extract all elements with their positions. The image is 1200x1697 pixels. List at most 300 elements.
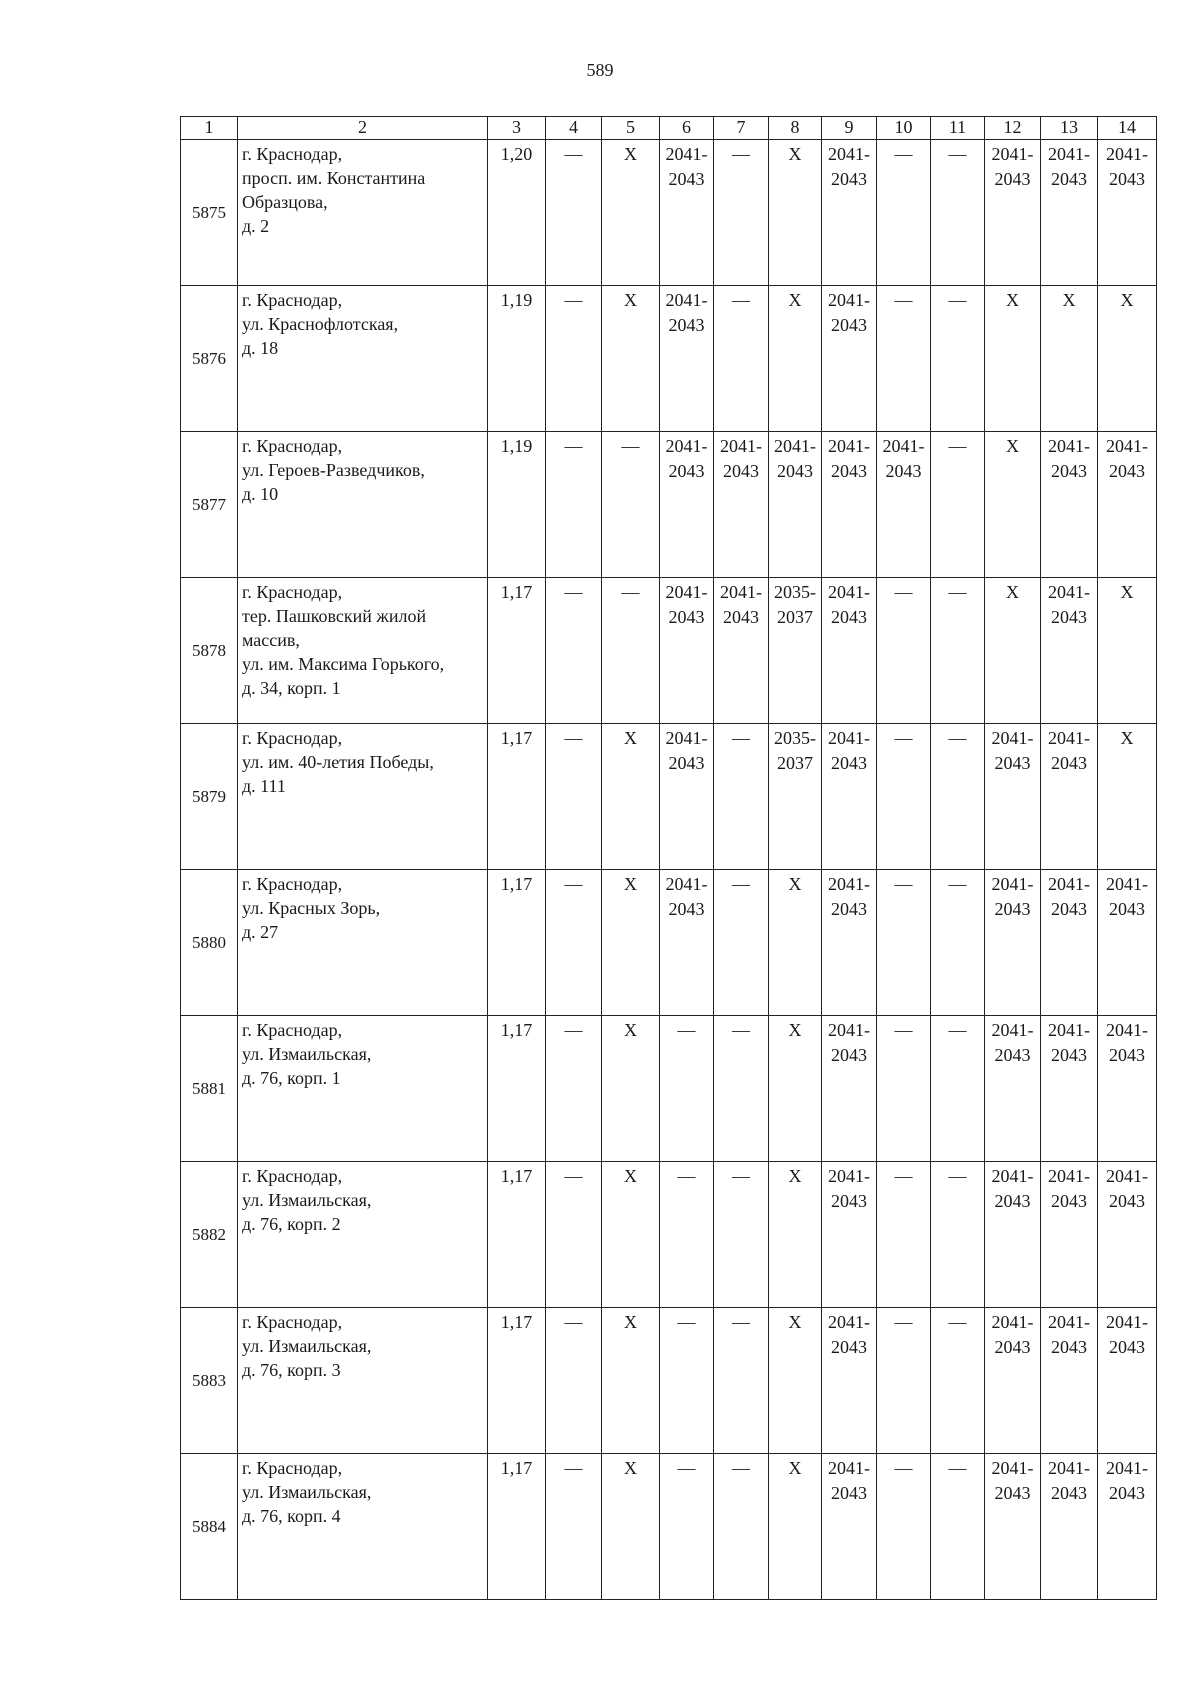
value-cell <box>546 724 602 870</box>
cell-value: 2043 <box>1109 1337 1145 1357</box>
table-row <box>181 1162 1157 1308</box>
cell-value: 2043 <box>994 1337 1031 1357</box>
address-line: г. Краснодар, <box>242 1312 343 1332</box>
value-cell <box>660 578 714 724</box>
cell-value: — <box>621 436 640 456</box>
cell-value: 2043 <box>831 753 867 773</box>
address-line: д. 76, корп. 4 <box>242 1506 341 1526</box>
value-cell <box>714 1162 769 1308</box>
row-number: 5883 <box>181 1308 238 1454</box>
cell-value: 2043 <box>1051 1337 1087 1357</box>
cell-value: — <box>732 1312 750 1332</box>
value-cell <box>931 724 985 870</box>
value-cell <box>714 724 769 870</box>
value-cell <box>602 432 660 578</box>
value-cell <box>985 724 1041 870</box>
address-line: г. Краснодар, <box>242 874 343 894</box>
cell-value: — <box>894 728 913 748</box>
column-header: 1 <box>181 117 238 140</box>
value-cell <box>822 870 877 1016</box>
address-line: г. Краснодар, <box>242 1020 343 1040</box>
address-line: д. 111 <box>242 776 286 796</box>
value-cell <box>822 286 877 432</box>
cell-value: 2041- <box>665 436 708 456</box>
cell-value: 2041- <box>828 290 870 310</box>
value-cell <box>1041 578 1098 724</box>
value-cell <box>931 1162 985 1308</box>
value-cell <box>660 1162 714 1308</box>
cell-value: — <box>894 582 913 602</box>
address-cell <box>238 286 488 432</box>
table-row <box>181 1016 1157 1162</box>
cell-value: 2041- <box>828 874 870 894</box>
cell-value: 1,19 <box>500 290 533 310</box>
value-cell <box>877 578 931 724</box>
address-line: ул. им. 40-летия Победы, <box>242 752 434 772</box>
value-cell <box>546 870 602 1016</box>
cell-value: 2043 <box>1109 169 1145 189</box>
address-cell <box>238 140 488 286</box>
value-cell <box>488 578 546 724</box>
cell-value: 2043 <box>831 1483 867 1503</box>
cell-value: 2041- <box>882 436 925 456</box>
value-cell <box>769 1162 822 1308</box>
cell-value: 2037 <box>777 607 813 627</box>
value-cell <box>877 870 931 1016</box>
cell-value: 2041- <box>991 1166 1034 1186</box>
cell-value: 2043 <box>1051 1191 1087 1211</box>
address-line: ул. Измаильская, <box>242 1044 372 1064</box>
address-line: г. Краснодар, <box>242 1458 343 1478</box>
cell-value: 2043 <box>668 607 705 627</box>
cell-value: — <box>948 1312 967 1332</box>
row-number: 5878 <box>181 578 238 724</box>
cell-value: — <box>948 1458 967 1478</box>
cell-value: 2041- <box>828 144 870 164</box>
address-line: просп. им. Константина <box>242 168 426 188</box>
cell-value: — <box>894 1166 913 1186</box>
cell-value: — <box>564 1020 583 1040</box>
cell-value: — <box>732 728 750 748</box>
value-cell <box>1098 724 1157 870</box>
cell-value: 2041- <box>1106 144 1148 164</box>
value-cell <box>931 1308 985 1454</box>
cell-value: 2043 <box>885 461 922 481</box>
value-cell <box>985 578 1041 724</box>
value-cell <box>931 286 985 432</box>
cell-value: X <box>624 144 637 164</box>
value-cell <box>822 1308 877 1454</box>
value-cell <box>660 1016 714 1162</box>
value-cell <box>822 578 877 724</box>
value-cell <box>822 1454 877 1600</box>
cell-value: 2043 <box>1109 1483 1145 1503</box>
cell-value: 2041- <box>1048 582 1090 602</box>
value-cell <box>546 1016 602 1162</box>
value-cell <box>660 1308 714 1454</box>
cell-value: 2043 <box>831 169 867 189</box>
column-header: 13 <box>1041 117 1098 140</box>
cell-value: 2041- <box>1106 1166 1148 1186</box>
cell-value: 2041- <box>991 874 1034 894</box>
cell-value: 2041- <box>665 144 708 164</box>
table-row <box>181 578 1157 724</box>
cell-value: X <box>788 1166 802 1186</box>
value-cell <box>602 724 660 870</box>
value-cell <box>822 432 877 578</box>
cell-value: 2041- <box>1048 1312 1090 1332</box>
cell-value: 2043 <box>994 753 1031 773</box>
value-cell <box>488 1454 546 1600</box>
row-number: 5880 <box>181 870 238 1016</box>
cell-value: 2043 <box>1109 1191 1145 1211</box>
cell-value: X <box>1006 290 1019 310</box>
address-line: д. 76, корп. 1 <box>242 1068 341 1088</box>
address-cell <box>238 1308 488 1454</box>
cell-value: X <box>624 1020 637 1040</box>
value-cell <box>985 1308 1041 1454</box>
value-cell <box>1041 140 1098 286</box>
value-cell <box>660 432 714 578</box>
cell-value: — <box>732 144 750 164</box>
row-number: 5879 <box>181 724 238 870</box>
value-cell <box>931 578 985 724</box>
cell-value: 2041- <box>665 874 708 894</box>
cell-value: — <box>564 436 583 456</box>
value-cell <box>985 432 1041 578</box>
table-row <box>181 140 1157 286</box>
value-cell <box>602 870 660 1016</box>
cell-value: 2043 <box>1109 899 1145 919</box>
value-cell <box>1098 1016 1157 1162</box>
address-cell <box>238 578 488 724</box>
value-cell <box>1041 1016 1098 1162</box>
value-cell <box>931 1016 985 1162</box>
value-cell <box>769 870 822 1016</box>
cell-value: X <box>1120 728 1134 748</box>
cell-value: 2041- <box>1048 728 1090 748</box>
value-cell <box>1098 1162 1157 1308</box>
cell-value: X <box>624 1458 637 1478</box>
address-line: д. 18 <box>242 338 279 358</box>
cell-value: 2043 <box>831 607 867 627</box>
row-number: 5877 <box>181 432 238 578</box>
value-cell <box>931 140 985 286</box>
cell-value: — <box>564 1166 583 1186</box>
value-cell <box>877 1016 931 1162</box>
cell-value: 2041- <box>1106 436 1148 456</box>
cell-value: 2043 <box>777 461 813 481</box>
cell-value: — <box>894 1020 913 1040</box>
table-row <box>181 432 1157 578</box>
address-cell <box>238 870 488 1016</box>
value-cell <box>1098 1308 1157 1454</box>
address-line: г. Краснодар, <box>242 436 343 456</box>
value-cell <box>488 1308 546 1454</box>
cell-value: 2041- <box>1106 1312 1148 1332</box>
cell-value: 2041- <box>720 436 762 456</box>
value-cell <box>822 724 877 870</box>
address-line: г. Краснодар, <box>242 582 343 602</box>
cell-value: 2043 <box>1051 461 1087 481</box>
cell-value: 2035- <box>774 582 816 602</box>
cell-value: 2043 <box>1051 1045 1087 1065</box>
value-cell <box>546 432 602 578</box>
cell-value: 2043 <box>723 607 759 627</box>
row-number: 5881 <box>181 1016 238 1162</box>
value-cell <box>877 1162 931 1308</box>
address-line: г. Краснодар, <box>242 144 343 164</box>
table-row <box>181 870 1157 1016</box>
value-cell <box>877 724 931 870</box>
value-cell <box>488 1162 546 1308</box>
cell-value: — <box>894 1458 913 1478</box>
value-cell <box>714 1016 769 1162</box>
value-cell <box>660 286 714 432</box>
column-header: 7 <box>714 117 769 140</box>
row-number: 5882 <box>181 1162 238 1308</box>
value-cell <box>546 578 602 724</box>
cell-value: 2041- <box>1048 144 1090 164</box>
cell-value: — <box>564 874 583 894</box>
cell-value: — <box>948 290 967 310</box>
row-number: 5876 <box>181 286 238 432</box>
cell-value: 2041- <box>1106 874 1148 894</box>
value-cell <box>985 1162 1041 1308</box>
column-header: 3 <box>488 117 546 140</box>
cell-value: 2041- <box>1048 874 1090 894</box>
value-cell <box>660 724 714 870</box>
cell-value: 2043 <box>668 169 705 189</box>
address-cell <box>238 724 488 870</box>
value-cell <box>769 578 822 724</box>
address-line: ул. Героев-Разведчиков, <box>242 460 425 480</box>
cell-value: 2043 <box>831 899 867 919</box>
table-row <box>181 724 1157 870</box>
cell-value: 2041- <box>991 1458 1034 1478</box>
cell-value: 2043 <box>994 899 1031 919</box>
cell-value: X <box>1120 290 1134 310</box>
cell-value: — <box>732 1166 750 1186</box>
cell-value: 2043 <box>1051 1483 1087 1503</box>
value-cell <box>1041 1454 1098 1600</box>
cell-value: 2043 <box>1051 753 1087 773</box>
value-cell <box>985 1016 1041 1162</box>
cell-value: 2043 <box>831 1337 867 1357</box>
cell-value: 2043 <box>1051 169 1087 189</box>
cell-value: — <box>948 874 967 894</box>
value-cell <box>877 286 931 432</box>
cell-value: 2037 <box>777 753 813 773</box>
cell-value: X <box>1006 436 1019 456</box>
row-number: 5884 <box>181 1454 238 1600</box>
cell-value: — <box>894 874 913 894</box>
cell-value: — <box>948 436 967 456</box>
cell-value: 2043 <box>668 753 705 773</box>
cell-value: — <box>948 144 967 164</box>
cell-value: 1,17 <box>500 1458 533 1478</box>
value-cell <box>1098 1454 1157 1600</box>
column-header: 11 <box>931 117 985 140</box>
cell-value: — <box>564 1312 583 1332</box>
cell-value: 2041- <box>1048 1458 1090 1478</box>
value-cell <box>546 286 602 432</box>
cell-value: 1,20 <box>500 144 533 164</box>
address-line: д. 34, корп. 1 <box>242 678 341 698</box>
value-cell <box>546 1162 602 1308</box>
table-row <box>181 286 1157 432</box>
cell-value: 2041- <box>991 144 1034 164</box>
cell-value: — <box>564 290 583 310</box>
cell-value: 2041- <box>828 582 870 602</box>
cell-value: X <box>788 144 802 164</box>
cell-value: 2041- <box>1106 1020 1148 1040</box>
cell-value: — <box>732 1458 750 1478</box>
value-cell <box>602 140 660 286</box>
cell-value: 2043 <box>723 461 759 481</box>
cell-value: 2043 <box>831 461 867 481</box>
cell-value: — <box>948 728 967 748</box>
value-cell <box>822 140 877 286</box>
cell-value: X <box>788 1458 802 1478</box>
cell-value: 2041- <box>665 582 708 602</box>
cell-value: 2043 <box>1109 1045 1145 1065</box>
value-cell <box>985 286 1041 432</box>
table-row <box>181 1308 1157 1454</box>
column-header: 6 <box>660 117 714 140</box>
address-cell <box>238 1162 488 1308</box>
value-cell <box>931 432 985 578</box>
value-cell <box>985 1454 1041 1600</box>
cell-value: — <box>677 1312 696 1332</box>
value-cell <box>546 1308 602 1454</box>
cell-value: 2043 <box>668 315 705 335</box>
cell-value: 1,17 <box>500 728 533 748</box>
cell-value: 2041- <box>991 1020 1034 1040</box>
column-header: 10 <box>877 117 931 140</box>
header-row <box>181 117 1157 140</box>
cell-value: 2041- <box>774 436 816 456</box>
cell-value: 2043 <box>668 461 705 481</box>
address-line: массив, <box>242 630 300 650</box>
cell-value: 2043 <box>994 1483 1031 1503</box>
cell-value: 2041- <box>828 1166 870 1186</box>
value-cell <box>877 140 931 286</box>
address-line: д. 27 <box>242 922 279 942</box>
value-cell <box>877 1308 931 1454</box>
cell-value: 2043 <box>831 1191 867 1211</box>
column-header: 12 <box>985 117 1041 140</box>
value-cell <box>602 1454 660 1600</box>
cell-value: X <box>624 1166 637 1186</box>
value-cell <box>1041 724 1098 870</box>
cell-value: X <box>624 1312 637 1332</box>
cell-value: X <box>788 1312 802 1332</box>
cell-value: X <box>1062 290 1076 310</box>
value-cell <box>985 870 1041 1016</box>
cell-value: X <box>788 874 802 894</box>
cell-value: — <box>948 1166 967 1186</box>
cell-value: — <box>564 582 583 602</box>
value-cell <box>1098 870 1157 1016</box>
column-header: 8 <box>769 117 822 140</box>
cell-value: 2035- <box>774 728 816 748</box>
cell-value: 2043 <box>1109 461 1145 481</box>
cell-value: 2043 <box>1051 899 1087 919</box>
value-cell <box>488 724 546 870</box>
value-cell <box>660 140 714 286</box>
cell-value: 2041- <box>828 436 870 456</box>
cell-value: 2041- <box>665 728 708 748</box>
cell-value: 2041- <box>828 1020 870 1040</box>
cell-value: 2041- <box>1106 1458 1148 1478</box>
cell-value: 1,17 <box>500 1166 533 1186</box>
value-cell <box>1041 1308 1098 1454</box>
cell-value: — <box>677 1020 696 1040</box>
cell-value: X <box>1120 582 1134 602</box>
value-cell <box>985 140 1041 286</box>
cell-value: X <box>788 290 802 310</box>
value-cell <box>769 432 822 578</box>
address-line: д. 10 <box>242 484 279 504</box>
value-cell <box>877 1454 931 1600</box>
address-line: г. Краснодар, <box>242 290 343 310</box>
value-cell <box>822 1016 877 1162</box>
value-cell <box>488 432 546 578</box>
value-cell <box>488 286 546 432</box>
cell-value: X <box>624 874 637 894</box>
cell-value: — <box>621 582 640 602</box>
cell-value: 2041- <box>991 1312 1034 1332</box>
column-header: 5 <box>602 117 660 140</box>
value-cell <box>488 870 546 1016</box>
column-header: 2 <box>238 117 488 140</box>
address-line: ул. Измаильская, <box>242 1336 372 1356</box>
value-cell <box>931 870 985 1016</box>
value-cell <box>660 870 714 1016</box>
cell-value: — <box>564 1458 583 1478</box>
value-cell <box>546 1454 602 1600</box>
value-cell <box>602 578 660 724</box>
value-cell <box>769 1454 822 1600</box>
cell-value: 2043 <box>994 169 1031 189</box>
cell-value: 1,17 <box>500 1020 533 1040</box>
page-number: 589 <box>586 60 614 80</box>
register-table <box>180 116 1157 1600</box>
address-line: ул. им. Максима Горького, <box>242 654 445 674</box>
value-cell <box>1041 870 1098 1016</box>
column-header: 4 <box>546 117 602 140</box>
cell-value: — <box>564 728 583 748</box>
address-cell <box>238 1454 488 1600</box>
column-header: 14 <box>1098 117 1157 140</box>
cell-value: 1,17 <box>500 582 533 602</box>
value-cell <box>1098 140 1157 286</box>
cell-value: 2041- <box>991 728 1034 748</box>
address-line: ул. Краснофлотская, <box>242 314 399 334</box>
table-row <box>181 1454 1157 1600</box>
cell-value: 1,17 <box>500 874 533 894</box>
cell-value: 2043 <box>994 1191 1031 1211</box>
cell-value: 2043 <box>994 1045 1031 1065</box>
cell-value: 1,19 <box>500 436 533 456</box>
value-cell <box>1041 1162 1098 1308</box>
cell-value: 2043 <box>831 315 867 335</box>
value-cell <box>714 140 769 286</box>
value-cell <box>769 140 822 286</box>
address-line: д. 2 <box>242 216 270 236</box>
value-cell <box>546 140 602 286</box>
